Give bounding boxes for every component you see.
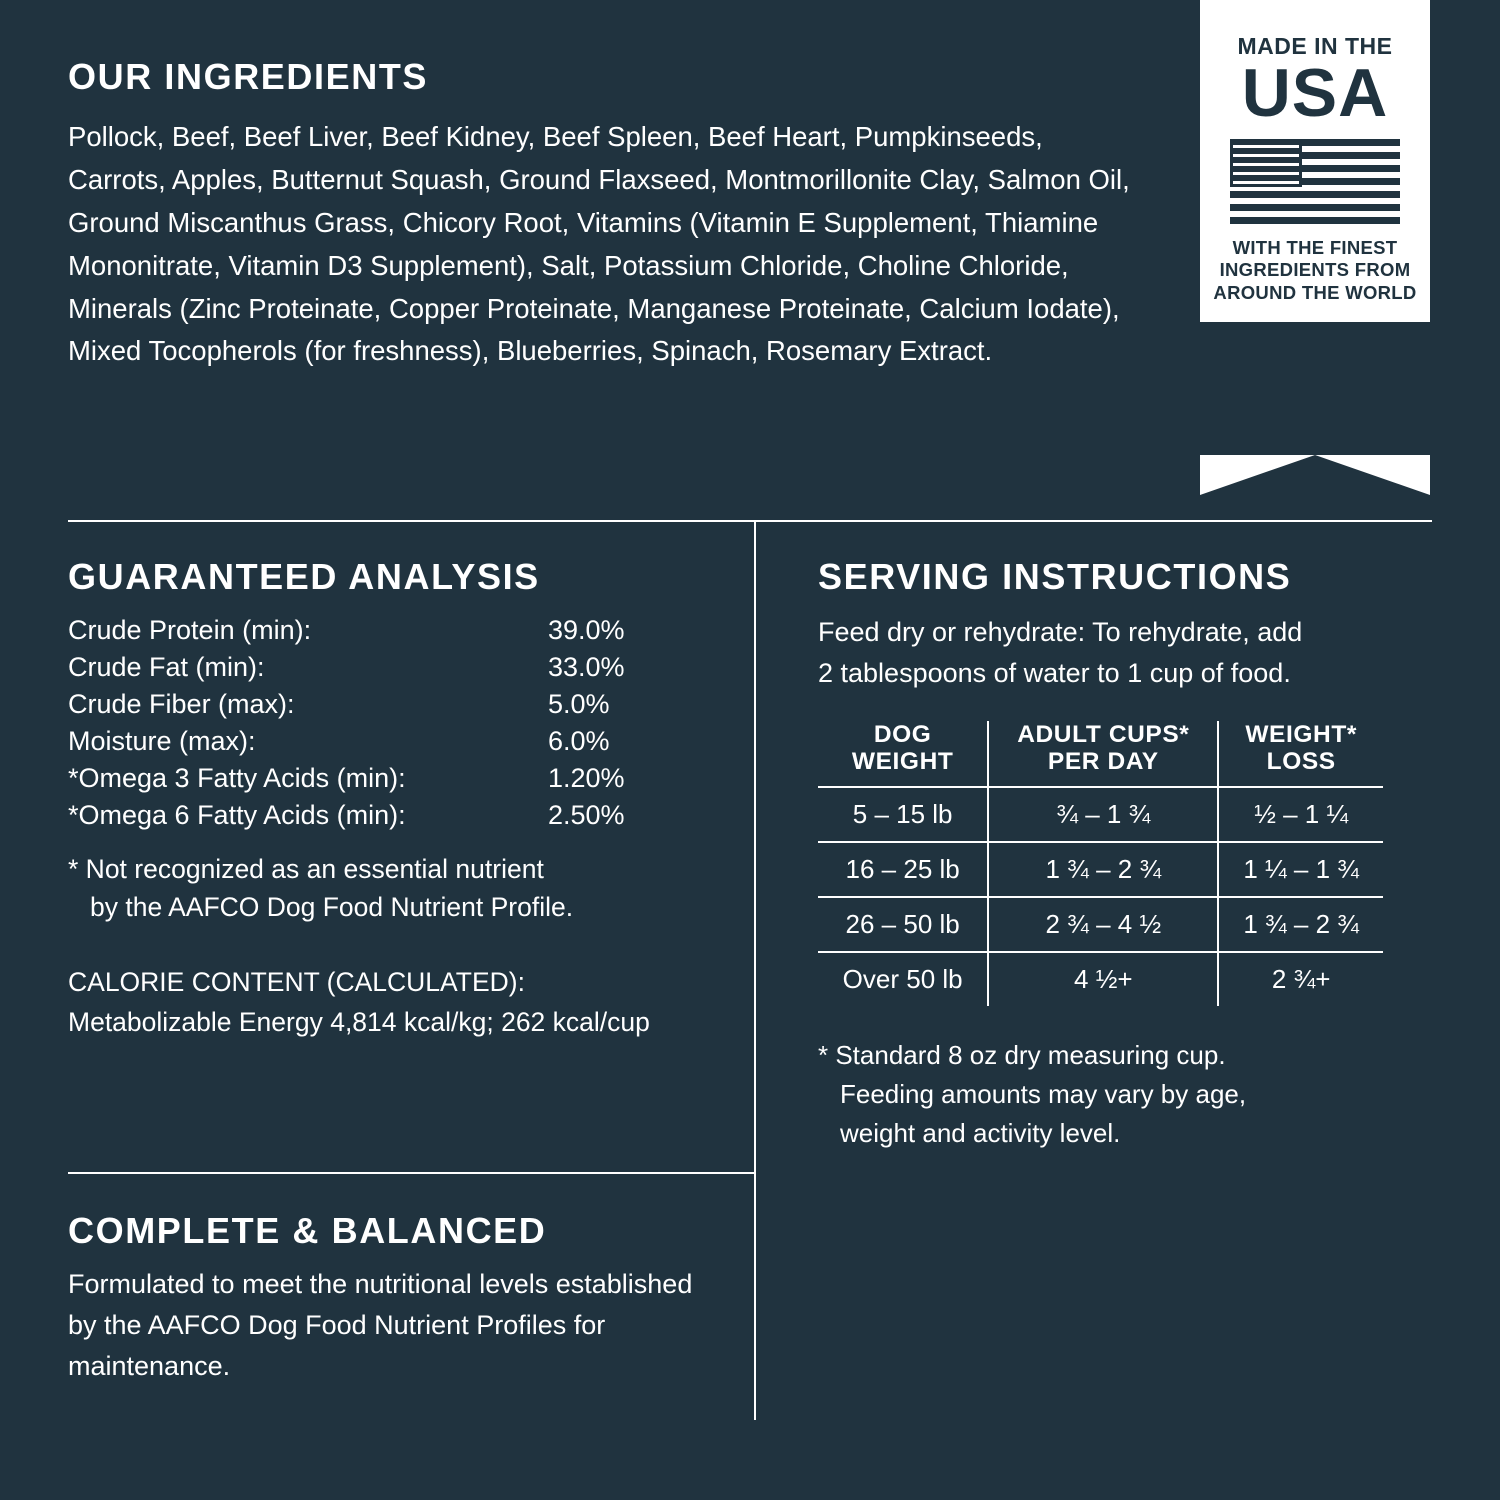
analysis-value: 33.0% [548,652,625,682]
complete-balanced-section [68,1210,708,1387]
guaranteed-analysis-section [68,556,728,1042]
serving-intro-line-2: 2 tablespoons of water to 1 cup of food. [818,657,1291,688]
serving-intro-line-1: Feed dry or rehydrate: To rehydrate, add [818,617,1303,647]
serving-footnote-line-1: * Standard 8 oz dry measuring cup. [818,1039,1226,1070]
analysis-footnote [68,850,728,927]
table-row [68,797,728,834]
serving-title: SERVING INSTRUCTIONS [818,556,1292,597]
header-adult-cups [988,721,1218,787]
guaranteed-analysis-table [68,612,728,834]
analysis-footnote-line-2: by the AAFCO Dog Food Nutrient Profile. [90,892,574,923]
ingredients-text: Pollock, Beef, Beef Liver, Beef Kidney, Beef Spleen, Beef Heart, Pumpkinseeds, Carrots, Apples, Butternut Squash, Ground Flaxseed, Montmorillonite Clay, Salmon Oil, Ground Miscanthus Grass, Chicory Root, Vitamins (Vitamin E Supplement, Thiamine Mononitrate, Vitamin D3 Supplement), Salt, Potassium Chloride, Choline Chloride, Minerals (Zinc Proteinate, Copper Proteinate, Manganese Proteinate, Calcium Iodate), Mixed Tocopherols (for freshness), Blueberries, Spinach, Rosemary Extract. [68,121,1130,367]
cell-dog-weight: 5 – 15 lb [818,787,988,842]
header-line-2: WEIGHT [851,748,954,776]
header-line-1: ADULT CUPS* [1017,721,1190,748]
header-line-2: LOSS [1266,748,1336,776]
made-in-usa-badge [1200,0,1430,322]
analysis-value: 39.0% [548,615,625,645]
serving-footnote-line-2: Feeding amounts may vary by age, [840,1078,1247,1109]
cell-adult-cups: 4 ½+ [988,952,1218,1006]
table-row [68,612,728,649]
table-row [818,952,1383,1006]
analysis-value: 1.20% [548,763,625,793]
calorie-content [68,963,728,1043]
header-line-1: WEIGHT* [1245,721,1358,748]
serving-instructions-section [818,556,1438,1153]
table-row [68,649,728,686]
balanced-title: COMPLETE & BALANCED [68,1210,547,1251]
serving-footnote [818,1036,1438,1153]
analysis-value: 5.0% [548,689,610,719]
ingredients-section [68,56,1133,373]
cell-dog-weight: 26 – 50 lb [818,897,988,952]
table-row [818,787,1383,842]
table-header-row [818,721,1383,787]
balanced-text: Formulated to meet the nutritional levels established by the AAFCO Dog Food Nutrient Profiles for maintenance. [68,1269,693,1382]
ingredients-title: OUR INGREDIENTS [68,56,429,97]
cell-weight-loss: 2 ¾+ [1218,952,1383,1006]
badge-finest-line-1: WITH THE FINEST [1232,236,1398,258]
feeding-guide-table [818,721,1383,1006]
analysis-value: 2.50% [548,800,625,830]
analysis-label: *Omega 6 Fatty Acids (min): [68,800,406,830]
analysis-label: *Omega 3 Fatty Acids (min): [68,763,406,793]
analysis-value: 6.0% [548,726,610,756]
badge-finest-line-3: AROUND THE WORLD [1213,281,1417,303]
divider-top [68,520,1432,522]
table-row [818,897,1383,952]
analysis-footnote-line-1: * Not recognized as an essential nutrient [68,854,544,884]
table-row [818,842,1383,897]
header-line-2: PER DAY [1047,748,1159,776]
cell-weight-loss: 1 ¼ – 1 ¾ [1218,842,1383,897]
cell-dog-weight: 16 – 25 lb [818,842,988,897]
cell-adult-cups: 1 ¾ – 2 ¾ [988,842,1218,897]
analysis-label: Moisture (max): [68,726,256,756]
header-weight-loss [1218,721,1383,787]
cell-adult-cups: ¾ – 1 ¾ [988,787,1218,842]
analysis-label: Crude Protein (min): [68,615,312,645]
badge-usa-label: USA [1241,55,1389,132]
header-line-1: DOG [873,721,932,748]
table-row [68,723,728,760]
badge-finest-line-2: INGREDIENTS FROM [1219,259,1411,281]
serving-footnote-line-3: weight and activity level. [840,1117,1121,1148]
cell-weight-loss: ½ – 1 ¼ [1218,787,1383,842]
serving-intro [818,612,1438,693]
table-row [68,686,728,723]
badge-finest-text [1210,237,1420,323]
analysis-title: GUARANTEED ANALYSIS [68,556,540,597]
cell-weight-loss: 1 ¾ – 2 ¾ [1218,897,1383,952]
badge-ribbon-tail [1200,455,1430,495]
cell-adult-cups: 2 ¾ – 4 ½ [988,897,1218,952]
cell-dog-weight: Over 50 lb [842,963,963,994]
calorie-text: Metabolizable Energy 4,814 kcal/kg; 262 kcal/cup [68,1006,650,1037]
analysis-label: Crude Fiber (max): [68,689,295,719]
header-dog-weight [818,721,988,787]
divider-middle-left [68,1172,754,1174]
table-row [68,760,728,797]
analysis-label: Crude Fat (min): [68,652,265,682]
divider-vertical [754,520,756,1420]
usa-flag-icon [1230,139,1400,227]
calorie-title: CALORIE CONTENT (CALCULATED): [68,966,525,997]
badge-made-in-label: MADE IN THE [1237,33,1393,59]
